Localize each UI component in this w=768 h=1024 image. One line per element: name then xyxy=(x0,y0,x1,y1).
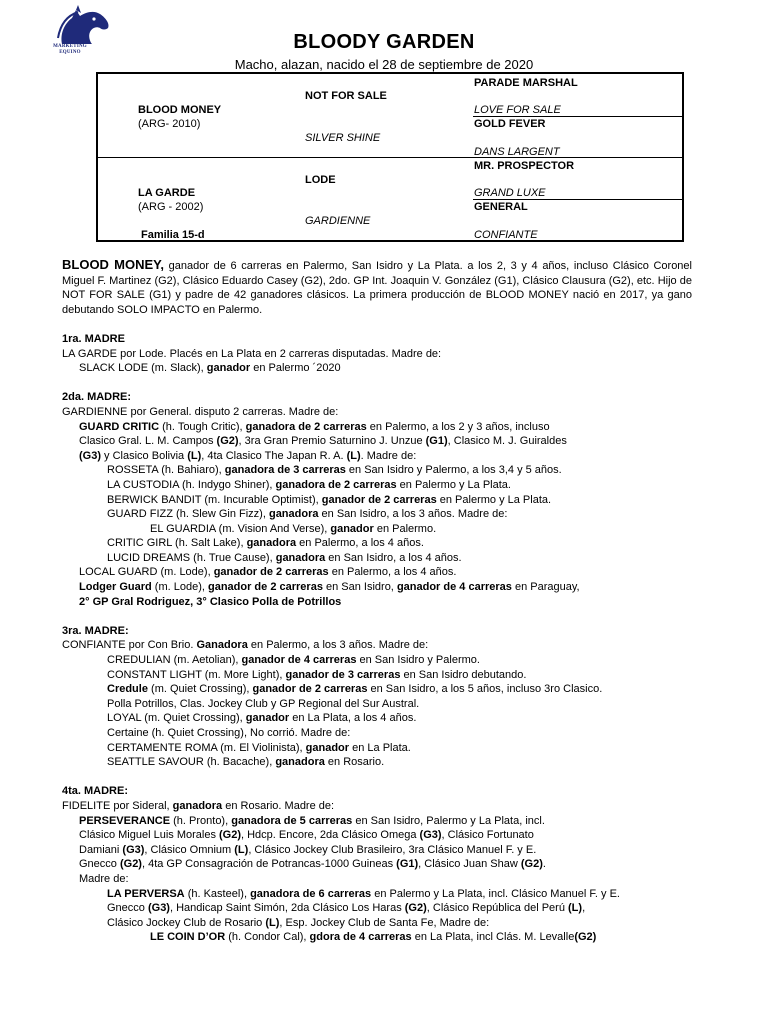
pedigree-g1: PARADE MARSHAL xyxy=(474,77,578,89)
pedigree-sire-reg: (ARG- 2010) xyxy=(138,118,201,130)
text-line: BERWICK BANDIT (m. Incurable Optimist), ganador de 2 carreras en Palermo y La Plata. xyxy=(107,493,552,506)
text-line: Madre de: xyxy=(79,872,129,885)
section-heading: 1ra. MADRE xyxy=(62,332,125,345)
text-line: Credule (m. Quiet Crossing), ganador de 2 carreras en San Isidro, a los 5 años, incluso 3ro Clasico. xyxy=(107,683,603,696)
section-heading: 4ta. MADRE: xyxy=(62,785,129,798)
text-line: LA GARDE por Lode. Placés en La Plata en 2 carreras disputadas. Madre de: xyxy=(62,347,442,360)
text-line: GUARD CRITIC (h. Tough Critic), ganadora de 2 carreras en Palermo, a los 2 y 3 años, incluso xyxy=(79,420,550,433)
page-subtitle: Macho, alazan, nacido el 28 de septiembre de 2020 xyxy=(234,57,534,72)
page-title: BLOODY GARDEN xyxy=(293,31,475,53)
pedigree-divider xyxy=(98,157,682,158)
section-heading: 3ra. MADRE: xyxy=(62,624,129,637)
text-line: LOYAL (m. Quiet Crossing), ganador en La Plata, a los 4 años. xyxy=(107,712,417,725)
text-line: PERSEVERANCE (h. Pronto), ganadora de 5 carreras en San Isidro, Palermo y La Plata, incl. xyxy=(79,814,545,827)
text-line: LUCID DREAMS (h. True Cause), ganadora en San Isidro, a los 4 años. xyxy=(107,551,462,564)
section-heading: 2da. MADRE: xyxy=(62,391,132,404)
text-line: Clásico Miguel Luis Morales (G2), Hdcp. Encore, 2da Clásico Omega (G3), Clásico Fortunato xyxy=(79,829,534,842)
pedigree-dam-dam: GARDIENNE xyxy=(305,215,371,227)
pedigree-family: Familia 15-d xyxy=(141,229,205,241)
pedigree-g4: DANS LARGENT xyxy=(474,146,560,158)
pedigree-sire-sire: NOT FOR SALE xyxy=(305,90,387,102)
pedigree-g8: CONFIANTE xyxy=(474,229,538,241)
text-line: 2° GP Gral Rodriguez, 3° Clasico Polla de Potrillos xyxy=(79,595,342,608)
text-line: LE COIN D’OR (h. Condor Cal), gdora de 4 carreras en La Plata, incl Clás. M. Levalle(G2) xyxy=(150,931,597,944)
pedigree-table xyxy=(96,72,684,242)
pedigree-sire: BLOOD MONEY xyxy=(138,104,222,116)
document-body xyxy=(62,258,692,945)
text-line: CREDULIAN (m. Aetolian), ganador de 4 carreras en San Isidro y Palermo. xyxy=(107,654,480,667)
text-line: SLACK LODE (m. Slack), ganador en Palermo ´2020 xyxy=(79,362,341,375)
text-line: Certaine (h. Quiet Crossing), No corrió. Madre de: xyxy=(107,727,351,739)
text-line: Damiani (G3), Clásico Omnium (L), Clásico Jockey Club Brasileiro, 3ra Clásico Manuel F. y E. xyxy=(79,843,537,856)
text-line: GARDIENNE por General. disputo 2 carreras. Madre de: xyxy=(62,405,339,418)
text-line: (G3) y Clasico Bolivia (L), 4ta Clasico The Japan R. A. (L). Madre de: xyxy=(79,449,417,462)
text-line: CERTAMENTE ROMA (m. El Violinista), ganador en La Plata. xyxy=(107,741,411,754)
text-line: EL GUARDIA (m. Vision And Verse), ganador en Palermo. xyxy=(150,522,437,535)
text-line: Gnecco (G2), 4ta GP Consagración de Potrancas-1000 Guineas (G1), Clásico Juan Shaw (G2). xyxy=(79,858,546,871)
text-line: Polla Potrillos, Clas. Jockey Club y GP Regional del Sur Austral. xyxy=(107,697,420,710)
pedigree-g6: GRAND LUXE xyxy=(474,187,546,199)
text-line: Clásico Jockey Club de Rosario (L), Esp. Jockey Club de Santa Fe, Madre de: xyxy=(107,916,490,929)
pedigree-g2: LOVE FOR SALE xyxy=(474,104,561,116)
text-line: GUARD FIZZ (h. Slew Gin Fizz), ganadora en San Isidro, a los 3 años. Madre de: xyxy=(107,508,508,521)
pedigree-g7: GENERAL xyxy=(474,201,528,213)
text-line: ROSSETA (h. Bahiaro), ganadora de 3 carreras en San Isidro y Palermo, a los 3,4 y 5 años. xyxy=(107,464,562,477)
pedigree-g5: MR. PROSPECTOR xyxy=(474,160,575,172)
text-line: LA CUSTODIA (h. Indygo Shiner), ganadora de 2 carreras en Palermo y La Plata. xyxy=(107,478,511,491)
text-line: CONSTANT LIGHT (m. More Light), ganador de 3 carreras en San Isidro debutando. xyxy=(107,668,527,681)
pedigree-g3: GOLD FEVER xyxy=(474,118,546,130)
text-line: Lodger Guard (m. Lode), ganador de 2 carreras en San Isidro, ganador de 4 carreras en Paraguay, xyxy=(79,581,580,594)
text-line: FIDELITE por Sideral, ganadora en Rosario. Madre de: xyxy=(62,799,335,812)
text-line: Gnecco (G3), Handicap Saint Simón, 2da Clásico Los Haras (G2), Clásico República del Perú (L), xyxy=(107,902,586,915)
logo-text: MARKETING EQUINO xyxy=(53,44,87,55)
text-line: LA PERVERSA (h. Kasteel), ganadora de 6 carreras en Palermo y La Plata, incl. Clásico Manuel F. y E. xyxy=(107,887,620,900)
text-line: LOCAL GUARD (m. Lode), ganador de 2 carreras en Palermo, a los 4 años. xyxy=(79,566,457,579)
pedigree-dam: LA GARDE xyxy=(138,187,196,199)
pedigree-dam-sire: LODE xyxy=(305,174,336,186)
text-line: Clasico Gral. L. M. Campos (G2), 3ra Gran Premio Saturnino J. Unzue (G1), Clasico M. J. Guiraldes xyxy=(79,435,567,448)
pedigree-dam-reg: (ARG - 2002) xyxy=(138,201,204,213)
text-line: CRITIC GIRL (h. Salt Lake), ganadora en Palermo, a los 4 años. xyxy=(107,537,424,550)
sire-summary: BLOOD MONEY, ganador de 6 carreras en Palermo, San Isidro y La Plata. a los 2, 3 y 4 años, incluso Clásico Coronel Miguel F. Martinez (G2), Clásico Eduardo Casey (G2), 2do. GP Int. Joaquin V. González (G1), Clásico Clausura (G2), etc. Hijo de NOT FOR SALE (G1) y padre de 42 ganadores clásicos. La primera producción de BLOOD MONEY nació en 2017, ya gano debutando SOLO IMPACTO en Palermo. xyxy=(62,257,692,316)
text-line: CONFIANTE por Con Brio. Ganadora en Palermo, a los 3 años. Madre de: xyxy=(62,639,429,652)
pedigree-sire-dam: SILVER SHINE xyxy=(305,132,381,144)
text-line: SEATTLE SAVOUR (h. Bacache), ganadora en Rosario. xyxy=(107,756,385,769)
